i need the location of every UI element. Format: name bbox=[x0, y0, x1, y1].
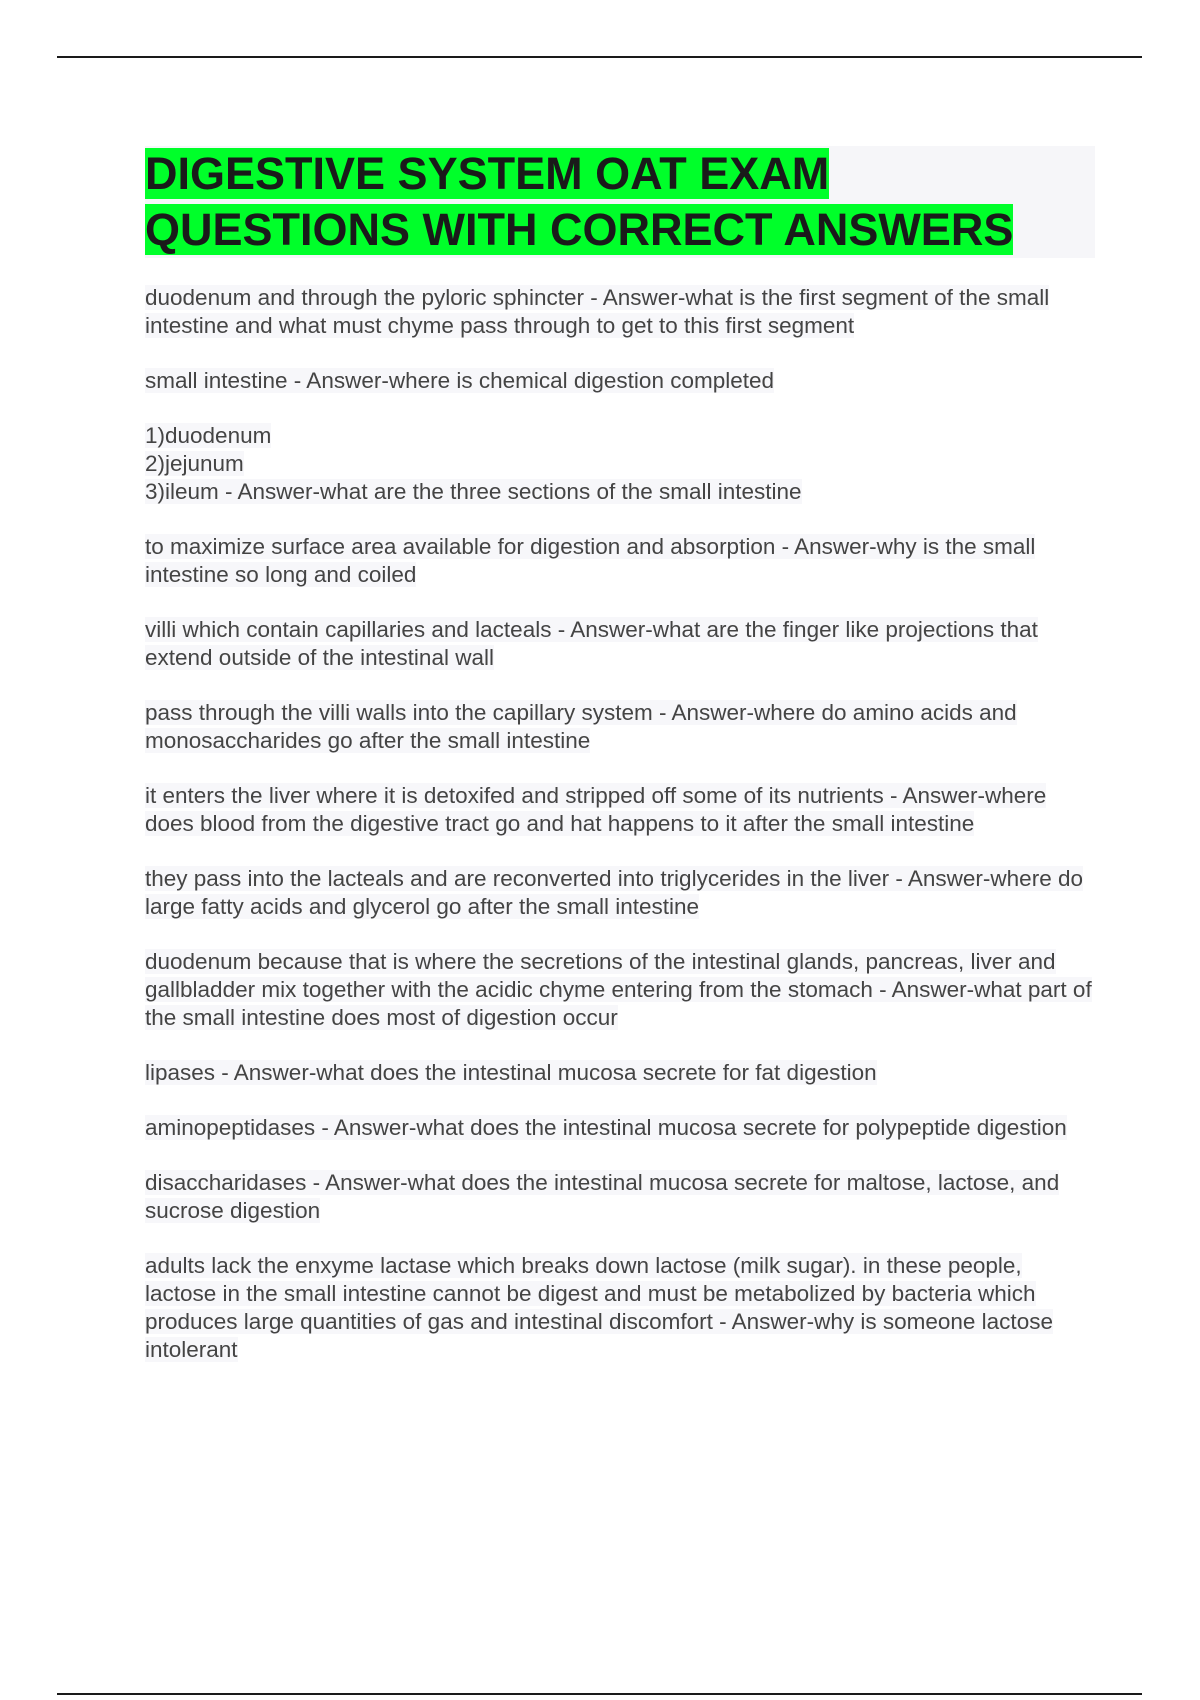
qa-text: disaccharidases - Answer-what does the intestinal mucosa secrete for maltose, lactose, and sucrose digestion bbox=[145, 1170, 1060, 1223]
qa-text: pass through the villi walls into the capillary system - Answer-where do amino acids and monosaccharides go after the small intestine bbox=[145, 700, 1017, 753]
qa-text: to maximize surface area available for digestion and absorption - Answer-why is the small intestine so long and coiled bbox=[145, 534, 1036, 587]
qa-item bbox=[145, 699, 1095, 755]
qa-item bbox=[145, 1059, 1095, 1087]
qa-item bbox=[145, 284, 1095, 340]
qa-item bbox=[145, 616, 1095, 672]
qa-text: it enters the liver where it is detoxifed and stripped off some of its nutrients - Answer-where does blood from the digestive tract go and hat happens to it after the small intestine bbox=[145, 783, 1047, 836]
qa-text: they pass into the lacteals and are reconverted into triglycerides in the liver - Answer-where do large fatty acids and glycerol go after the small intestine bbox=[145, 866, 1083, 919]
footer-rule bbox=[57, 1693, 1142, 1695]
qa-list-line: 2)jejunum bbox=[145, 451, 244, 476]
qa-list-line: 3)ileum - Answer-what are the three sections of the small intestine bbox=[145, 479, 802, 504]
qa-text: lipases - Answer-what does the intestinal mucosa secrete for fat digestion bbox=[145, 1060, 877, 1085]
title-line-2: QUESTIONS WITH CORRECT ANSWERS bbox=[145, 204, 1014, 255]
qa-text: villi which contain capillaries and lacteals - Answer-what are the finger like projections that extend outside of the intestinal wall bbox=[145, 617, 1038, 670]
qa-item-list bbox=[145, 422, 1095, 506]
qa-item bbox=[145, 1252, 1095, 1364]
qa-item bbox=[145, 533, 1095, 589]
header-rule bbox=[57, 56, 1142, 58]
qa-text: aminopeptidases - Answer-what does the intestinal mucosa secrete for polypeptide digestion bbox=[145, 1115, 1067, 1140]
qa-text: duodenum and through the pyloric sphincter - Answer-what is the first segment of the small intestine and what must chyme pass through to get to this first segment bbox=[145, 285, 1050, 338]
qa-item bbox=[145, 1114, 1095, 1142]
qa-item bbox=[145, 1169, 1095, 1225]
document-title bbox=[145, 146, 1095, 258]
title-line-1: DIGESTIVE SYSTEM OAT EXAM bbox=[145, 148, 830, 199]
qa-item bbox=[145, 948, 1095, 1032]
qa-text: duodenum because that is where the secretions of the intestinal glands, pancreas, liver and gallbladder mix together with the acidic chyme entering from the stomach - Answer-what part of the small intestine does most of digestion occur bbox=[145, 949, 1092, 1030]
qa-item bbox=[145, 782, 1095, 838]
qa-text: small intestine - Answer-where is chemical digestion completed bbox=[145, 368, 775, 393]
qa-text: adults lack the enxyme lactase which breaks down lactose (milk sugar). in these people, lactose in the small intestine cannot be digest and must be metabolized by bacteria which produces large quantities of gas and intestinal discomfort - Answer-why is someone lactose intolerant bbox=[145, 1253, 1053, 1362]
qa-list-line: 1)duodenum bbox=[145, 423, 272, 448]
qa-item bbox=[145, 367, 1095, 395]
qa-item bbox=[145, 865, 1095, 921]
document-body bbox=[145, 146, 1095, 1391]
